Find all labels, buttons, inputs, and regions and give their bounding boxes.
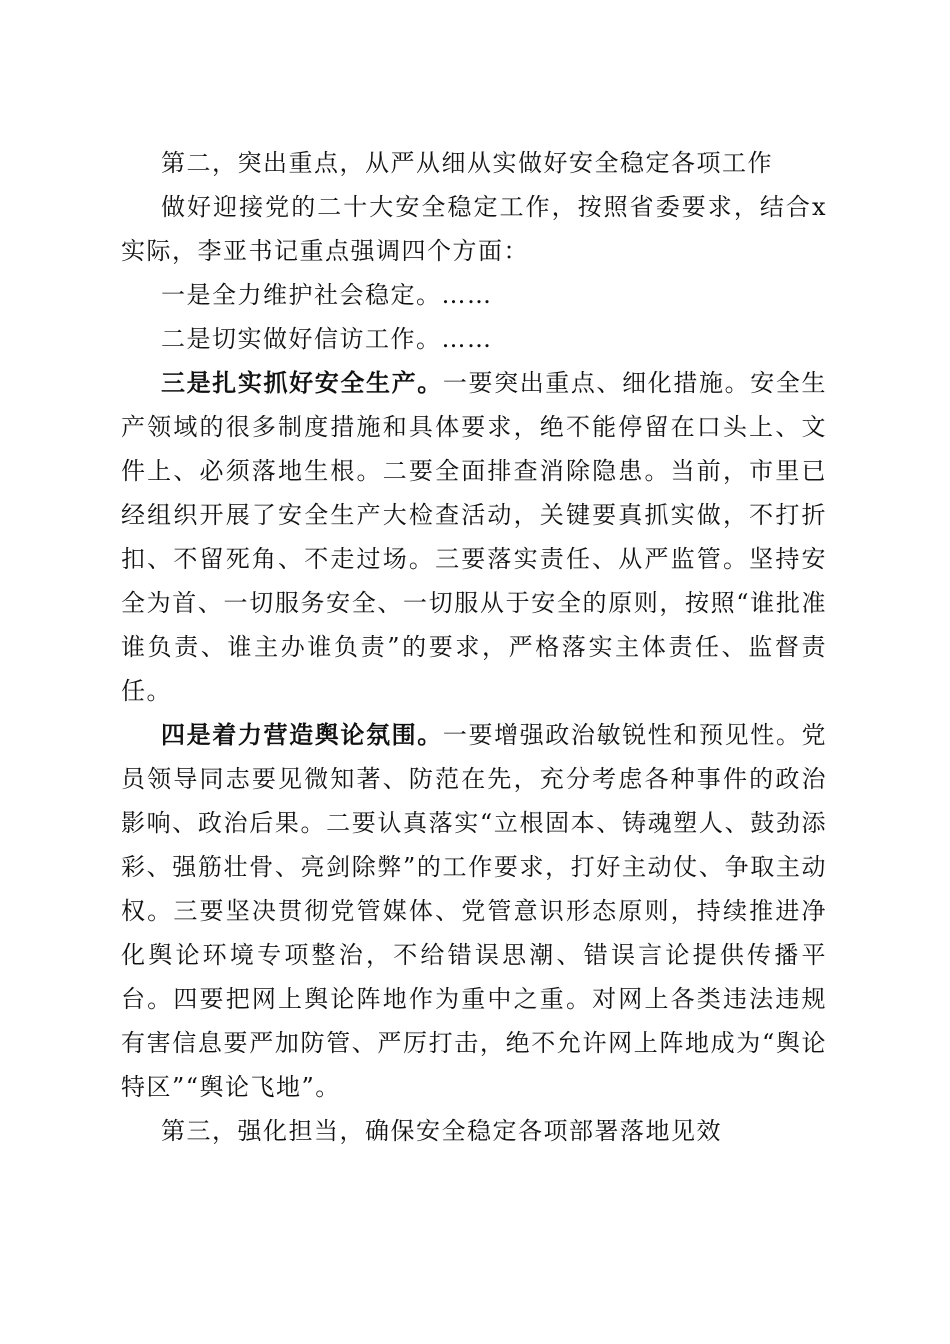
item-4-body: 一要增强政治敏锐性和预见性。党员领导同志要见微知著、防范在先，充分考虑各种事件的政治影响、政治后果。二要认真落实“立根固本、铸魂塑人、鼓劲添彩、强筋壮骨、亮剑除弊”的工作要求，打好主动仗、争取主动权。三要坚决贯彻党管媒体、党管意识形态原则，持续推进净化舆论环境专项整治，不给错误思潮、错误言论提供传播平台。四要把网上舆论阵地作为重中之重。对网上各类违法违规有害信息要严加防管、严厉打击，绝不允许网上阵地成为“舆论特区”“舆论飞地”。 [121, 721, 828, 1101]
item-3-paragraph [121, 361, 827, 713]
section-heading-3: 第三，强化担当，确保安全稳定各项部署落地见效 [161, 1117, 722, 1145]
item-4-lead: 四是着力营造舆论氛围。 [161, 720, 443, 749]
intro-paragraph: 做好迎接党的二十大安全稳定工作，按照省委要求，结合x实际，李亚书记重点强调四个方面： [121, 193, 827, 265]
item-3-body: 一要突出重点、细化措施。安全生产领域的很多制度措施和具体要求，绝不能停留在口头上、文件上、必须落地生根。二要全面排查消除隐患。当前，市里已经组织开展了安全生产大检查活动，关键要真抓实做，不打折扣、不留死角、不走过场。三要落实责任、从严监管。坚持安全为首、一切服务安全、一切服从于安全的原则，按照“谁批准谁负责、谁主办谁负责”的要求，严格落实主体责任、监督责任。 [121, 369, 828, 705]
item-2-paragraph: 二是切实做好信访工作。…… [161, 325, 493, 353]
document-body [121, 141, 827, 1153]
item-3-lead: 三是扎实抓好安全生产。 [161, 368, 443, 397]
item-1-paragraph: 一是全力维护社会稳定。…… [161, 281, 493, 309]
section-heading-2: 第二，突出重点，从严从细从实做好安全稳定各项工作 [161, 149, 773, 177]
item-4-paragraph [121, 713, 827, 1109]
